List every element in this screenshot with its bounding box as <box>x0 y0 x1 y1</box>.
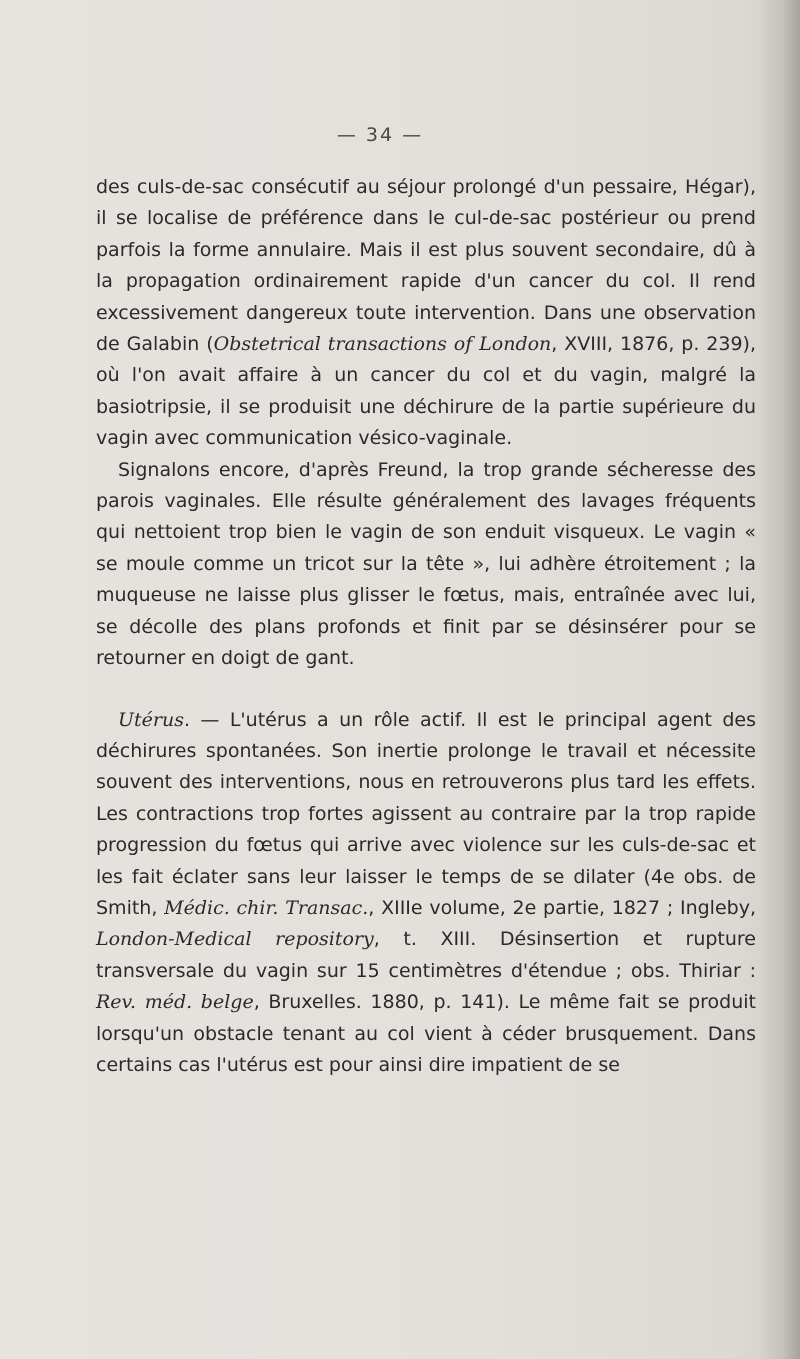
italic-text: London-Medical repository <box>96 928 374 951</box>
text-run: Signalons encore, d'après Freund, la trop grande sécheresse des parois vaginales. Elle résulte généralement des lavages fréquents qui nettoient trop bien le vagin de son enduit visqueux. Le vagin « se moule comme un tricot sur la tête », lui adhère étroitement ; la muqueuse ne laisse plus glisser le fœtus, mais, entraînée avec lui, se décolle des plans profonds et finit par se désinsérer pour se retourner en doigt de gant. <box>96 458 756 670</box>
page-number: — 34 — <box>336 124 424 146</box>
paragraph-1 <box>96 172 756 455</box>
text-run: , t. XIII. Désinsertion et rupture transversale du vagin sur 15 centimètres d'étendue ; obs. Thiriar : <box>96 928 756 982</box>
paragraph-3 <box>96 705 756 1082</box>
body-text <box>96 172 756 1081</box>
italic-text: Médic. chir. Transac. <box>164 896 369 919</box>
text-run: , XVIII, 1876, p. 239), où l'on avait affaire à un cancer du col et du vagin, malgré la basiotripsie, il se produisit une déchirure de la partie supérieure du vagin avec communication vésico-vaginale. <box>96 333 756 450</box>
text-run: , Bruxelles. 1880, p. 141). Le même fait se produit lorsqu'un obstacle tenant au col vient à céder brusquement. Dans certains cas l'utérus est pour ainsi dire impatient de se <box>96 991 756 1076</box>
text-run: , XIIIe volume, 2e partie, 1827 ; Ingleby, <box>368 896 756 919</box>
paragraph-2 <box>96 455 756 675</box>
italic-text: Obstetrical transactions of London <box>213 333 552 356</box>
page-edge-shadow <box>760 0 800 1359</box>
italic-text: Utérus <box>118 708 184 731</box>
text-run: . — L'utérus a un rôle actif. Il est le principal agent des déchirures spontanées. Son inertie prolonge le travail et nécessite souvent des interventions, nous en retrouverons plus tard les effets. Les contractions trop fortes agissent au contraire par la trop rapide progression du fœtus qui arrive avec violence sur les culs-de-sac et les fait éclater sans leur laisser le temps de se dilater (4e obs. de Smith, <box>96 708 756 919</box>
text-run: des culs-de-sac consécutif au séjour prolongé d'un pessaire, Hégar), il se localise de préférence dans le cul-de-sac postérieur ou prend parfois la forme annulaire. Mais il est plus souvent secondaire, dû à la propagation ordinairement rapide d'un cancer du col. Il rend excessivement dangereux toute intervention. Dans une observation de Galabin ( <box>96 176 756 356</box>
italic-text: Rev. méd. belge <box>96 991 254 1014</box>
